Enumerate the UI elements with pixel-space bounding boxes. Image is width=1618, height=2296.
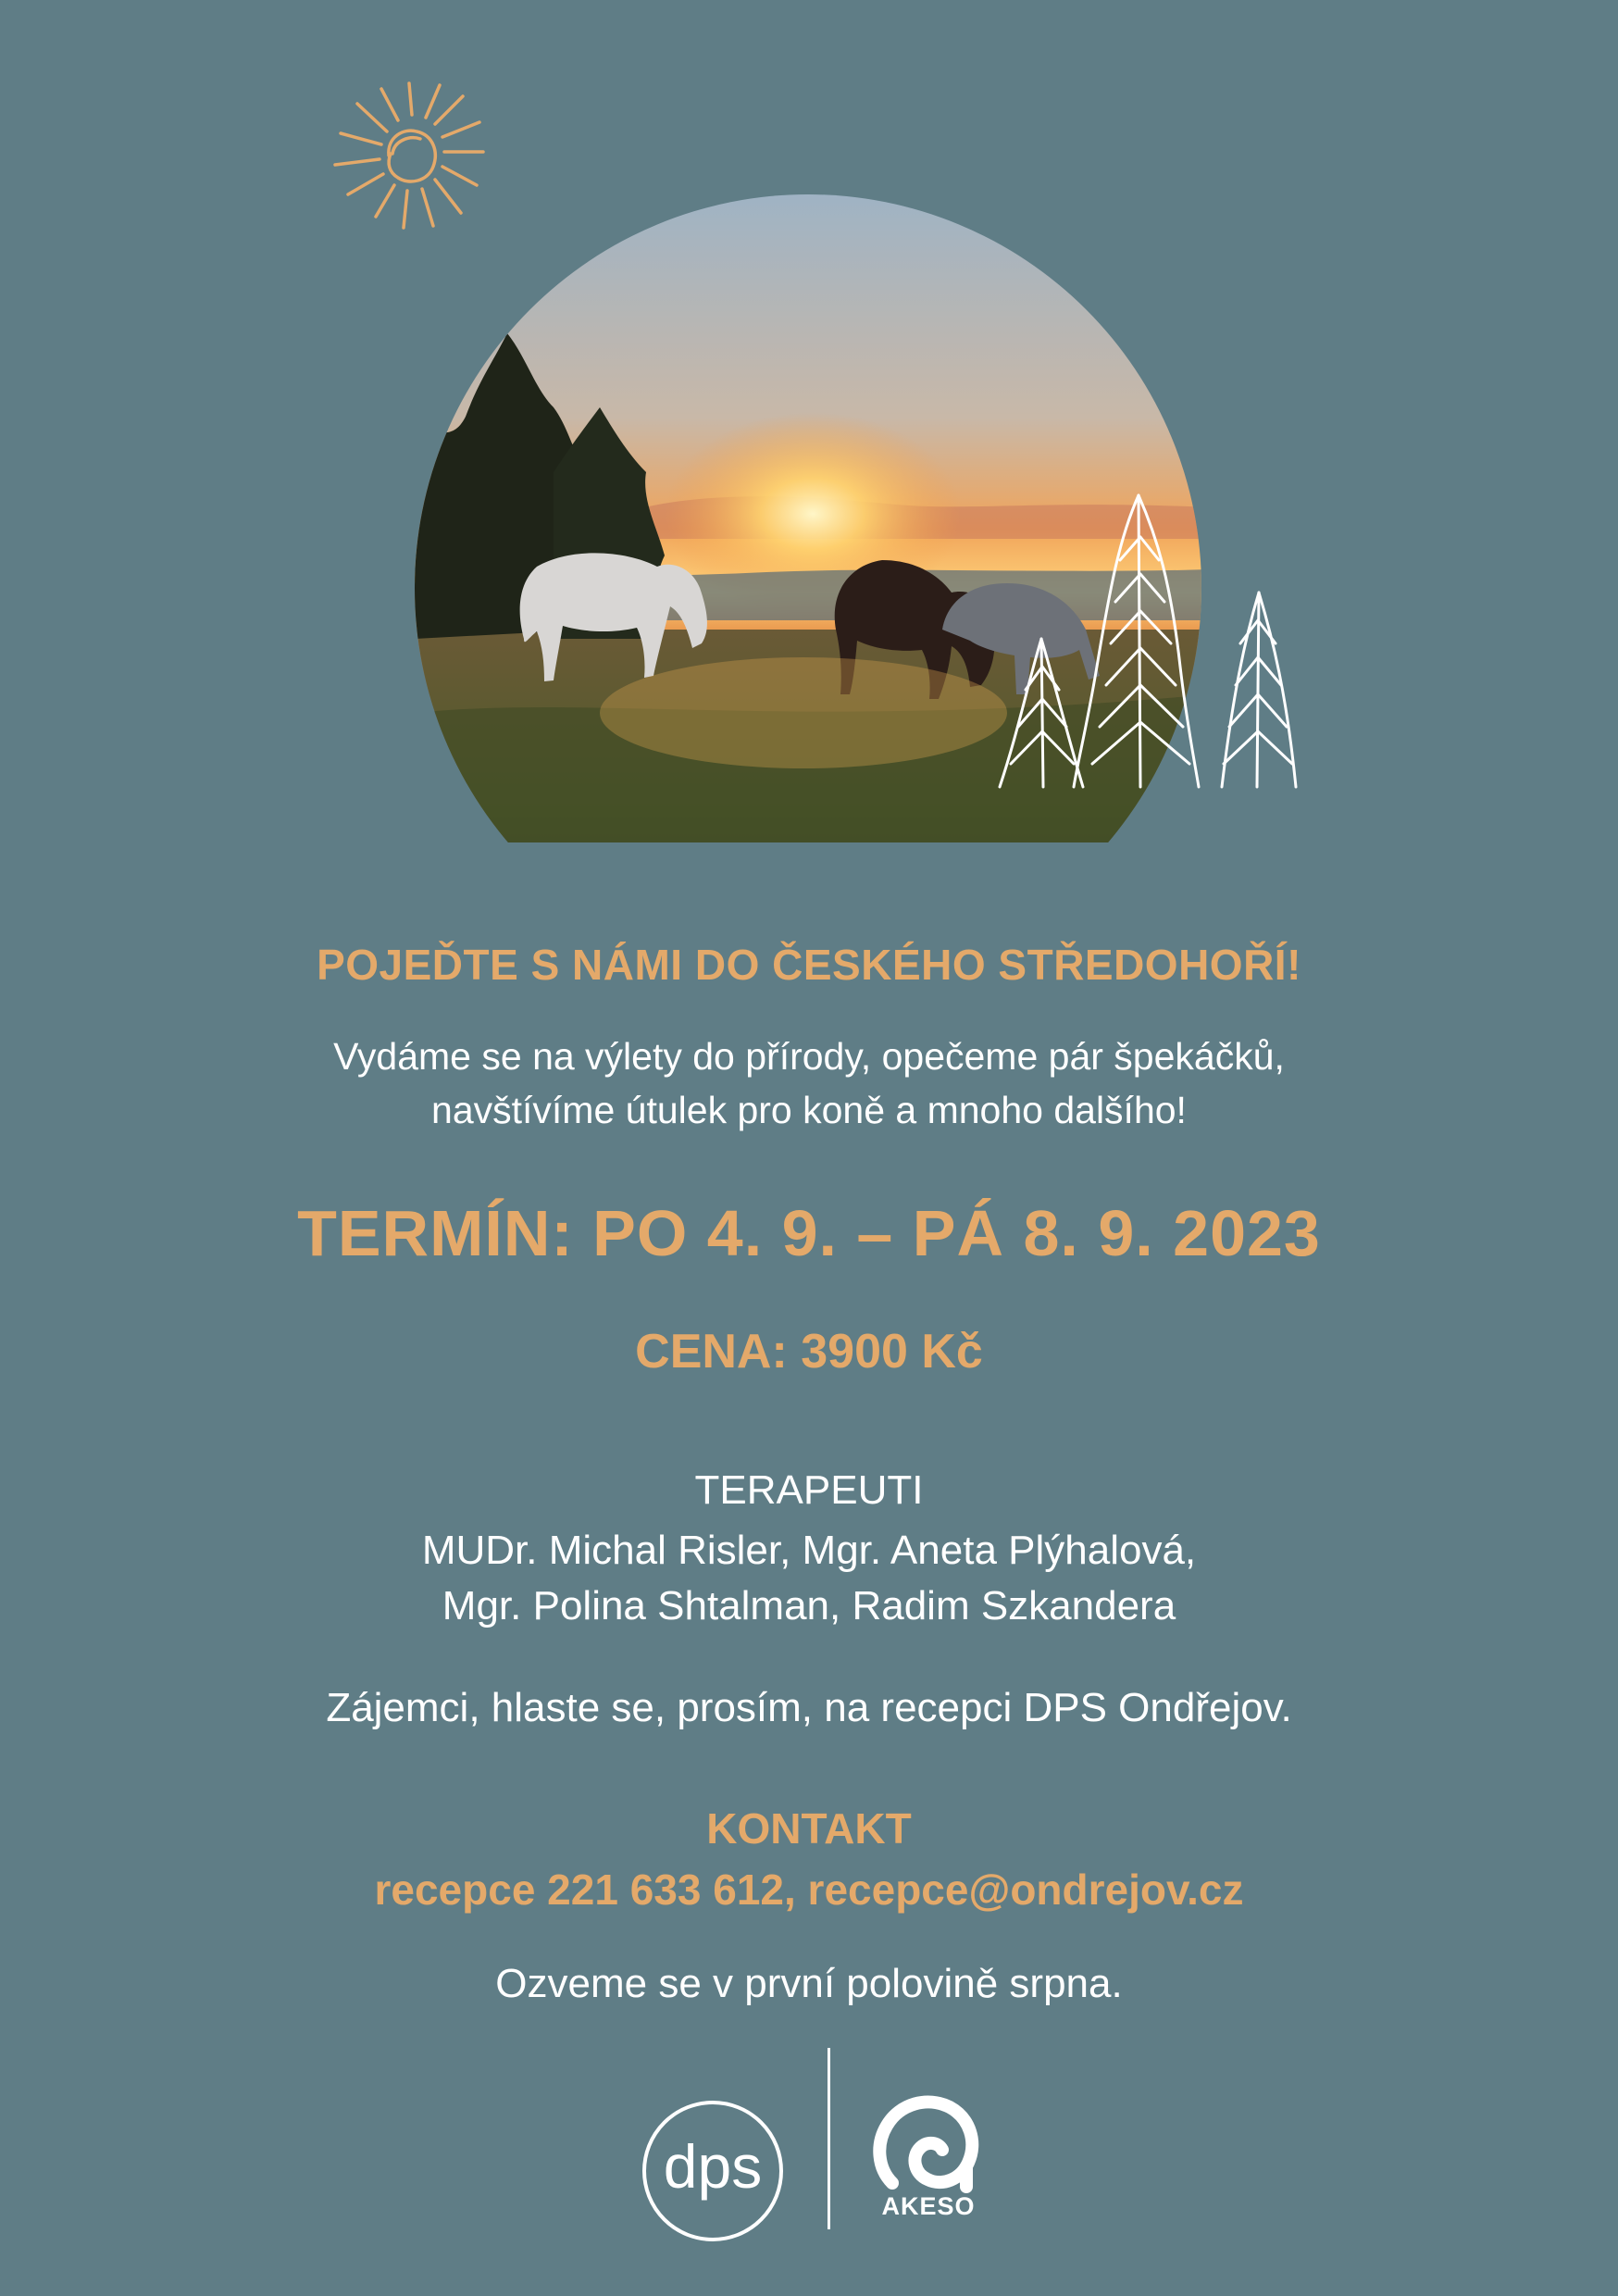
therapists-line-1: MUDr. Michal Risler, Mgr. Aneta Plýhalová,	[421, 1528, 1197, 1573]
therapists-line-2: Mgr. Polina Shtalman, Radim Szkandera	[442, 1583, 1176, 1628]
akeso-logo-text: AKESO	[881, 2192, 976, 2220]
headline: POJEĎTE S NÁMI DO ČESKÉHO STŘEDOHOŘÍ!	[317, 941, 1301, 989]
event-date: TERMÍN: PO 4. 9. – PÁ 8. 9. 2023	[297, 1197, 1321, 1269]
intro-line-1: Vydáme se na výlety do přírody, opečeme pár špekáčků,	[333, 1035, 1285, 1078]
intro-text	[0, 1029, 1618, 1137]
intro-line-2: navštívíme útulek pro koně a mnoho dalšího!	[431, 1089, 1187, 1131]
contact-detail: recepce 221 633 612, recepce@ondrejov.cz	[374, 1866, 1244, 1914]
therapists-names	[0, 1523, 1618, 1634]
therapists-title: TERAPEUTI	[694, 1467, 924, 1513]
dps-logo-text: dps	[663, 2132, 763, 2201]
event-price: CENA: 3900 Kč	[635, 1325, 983, 1379]
pine-trees-doodle-icon	[981, 481, 1314, 805]
logo-divider	[828, 2048, 830, 2229]
callback-note: Ozveme se v první polovině srpna.	[495, 1961, 1123, 2006]
apply-instructions: Zájemci, hlaste se, prosím, na recepci DPS Ondřejov.	[326, 1685, 1292, 1730]
dps-logo	[639, 2097, 787, 2245]
contact-title: KONTAKT	[706, 1804, 912, 1853]
